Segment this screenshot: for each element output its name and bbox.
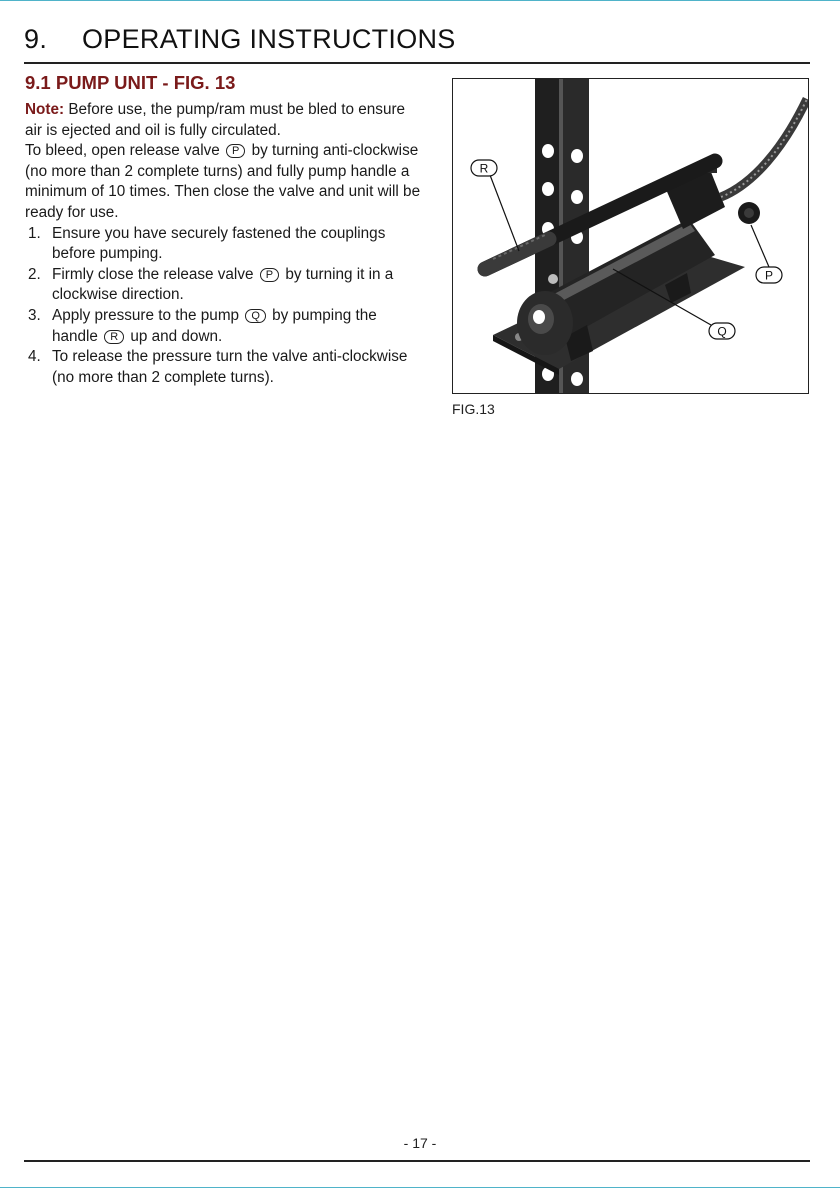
heading-rule	[24, 62, 810, 64]
step-text: by turning it in a clockwise direction.	[52, 265, 394, 304]
frame-hole	[571, 149, 583, 163]
hose-braid	[721, 99, 807, 197]
heading-number: 9.	[24, 24, 48, 54]
section-title: 9.1 PUMP UNIT - FIG. 13	[25, 72, 236, 93]
frame-hole	[571, 372, 583, 386]
figure-13-photo	[452, 78, 809, 394]
label-tag-p: P	[260, 268, 279, 282]
frame-hole	[542, 182, 554, 196]
step-text: Firmly close the release valve	[52, 265, 254, 283]
page-number: - 17 -	[403, 1135, 437, 1151]
note-paragraph	[25, 100, 425, 141]
step-text: Apply pressure to the pump	[52, 306, 240, 324]
label-tag-p: P	[226, 144, 245, 158]
bleed-paragraph	[25, 141, 425, 223]
heading-title: OPERATING INSTRUCTIONS	[82, 24, 456, 54]
bleed-text-2: by turning anti-clockwise (no more than 2 complete turns) and fully pump handle a minimum of 10 times. Then close the valve and unit will be ready for use.	[25, 142, 421, 221]
bottom-accent-line	[0, 1187, 840, 1188]
label-tag-r: R	[104, 330, 124, 344]
hydraulic-hose	[721, 99, 807, 197]
filler-cap	[548, 274, 558, 284]
step-item	[25, 224, 425, 265]
step-text: up and down.	[130, 327, 223, 345]
instructions-column	[25, 72, 425, 388]
note-label: Note:	[25, 101, 65, 118]
step-text: by pumping the handle	[52, 306, 377, 345]
note-text: Before use, the pump/ram must be bled to ensure air is ejected and oil is fully circulated.	[25, 101, 406, 139]
figure-caption: FIG.13	[452, 401, 495, 417]
footer-rule	[24, 1160, 810, 1162]
leader-line-p	[751, 225, 769, 267]
page-heading	[24, 24, 456, 55]
callout-q: Q	[717, 324, 727, 339]
step-number: 3.	[28, 306, 41, 324]
step-item	[25, 265, 425, 306]
frame-hole	[571, 190, 583, 204]
top-accent-line	[0, 0, 840, 1]
step-item	[25, 347, 425, 388]
release-valve-center	[744, 208, 754, 218]
step-text: To release the pressure turn the valve anti-clockwise (no more than 2 complete turns).	[52, 348, 408, 386]
step-number: 4.	[28, 348, 41, 366]
step-item	[25, 306, 425, 347]
step-number: 1.	[28, 224, 41, 242]
pump-unit-illustration	[453, 79, 808, 393]
leader-line-r	[490, 175, 519, 251]
label-tag-q: Q	[245, 309, 266, 323]
callout-p: P	[764, 268, 774, 283]
bleed-text-1: To bleed, open release valve	[25, 142, 220, 160]
end-cap-port	[533, 310, 545, 324]
frame-hole	[542, 144, 554, 158]
callout-r: R	[479, 161, 489, 176]
step-text: Ensure you have securely fastened the couplings before pumping.	[52, 224, 386, 263]
steps-list	[25, 224, 425, 389]
step-number: 2.	[28, 265, 41, 283]
